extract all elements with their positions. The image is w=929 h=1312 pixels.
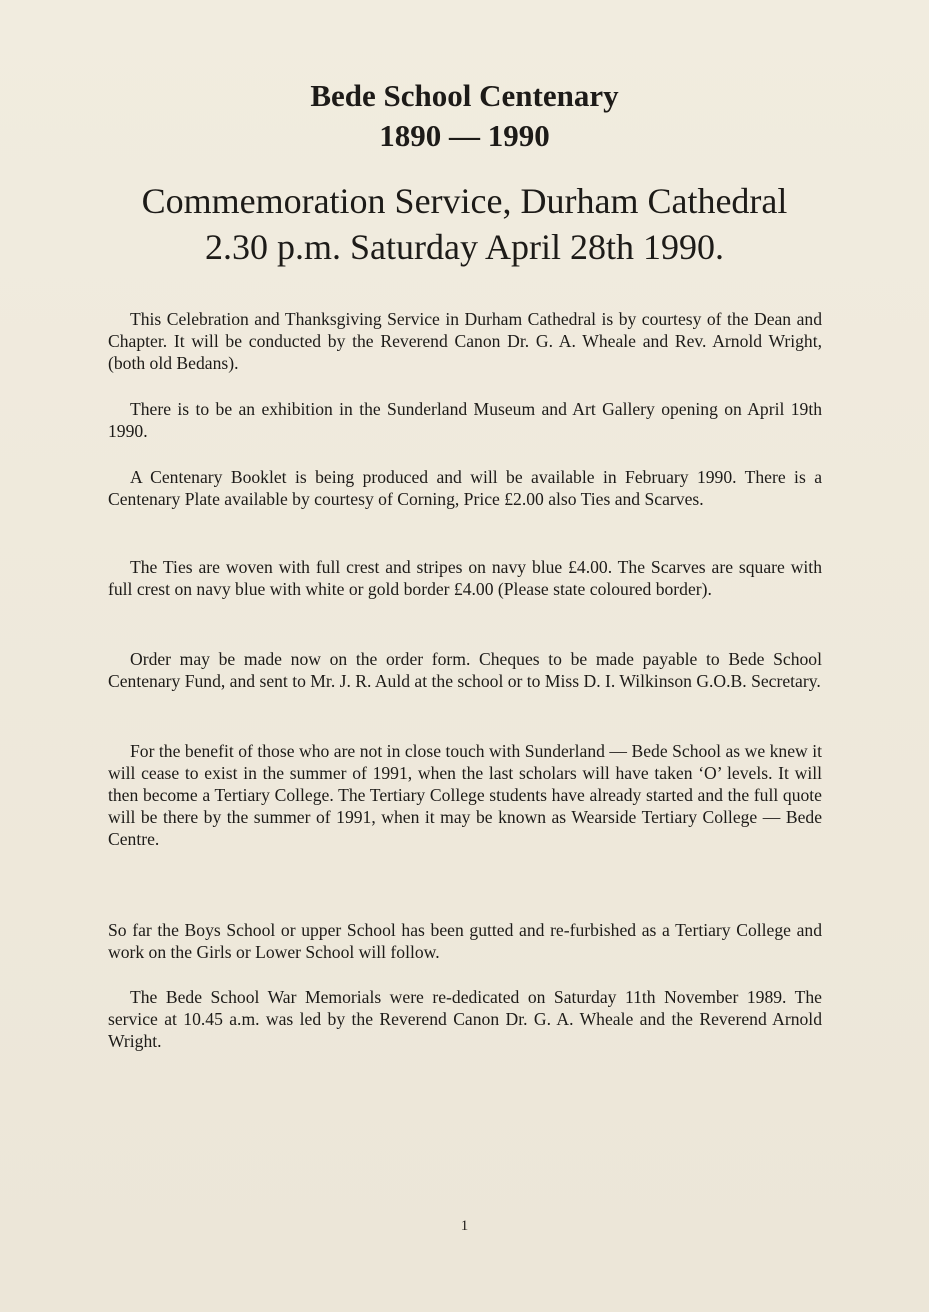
paragraph-war-memorials: The Bede School War Memorials were re-dedicated on Saturday 11th November 1989. The service at 10.45 a.m. was led by the Reverend Canon Dr. G. A. Wheale and the Reverend Arnold Wright. xyxy=(108,987,822,1051)
paragraph-school-closure: For the benefit of those who are not in close touch with Sunderland — Bede School as we knew it will cease to exist in the summer of 1991, when the last scholars will have taken ‘O’ levels. It will then become a Tertiary College. The Tertiary College students have already started and the full quote will be there by the summer of 1991, when it may be known as Wearside Tertiary College — Bede Centre. xyxy=(108,741,822,849)
page-number: 1 xyxy=(460,1218,469,1234)
paragraph-ties-scarves: The Ties are woven with full crest and stripes on navy blue £4.00. The Scarves are square with full crest on navy blue with white or gold border £4.00 (Please state coloured border). xyxy=(108,557,822,599)
paragraph-exhibition: There is to be an exhibition in the Sunderland Museum and Art Gallery opening on April 19th 1990. xyxy=(108,399,822,441)
paragraph-service-details: This Celebration and Thanksgiving Service in Durham Cathedral is by courtesy of the Dean and Chapter. It will be conducted by the Reverend Canon Dr. G. A. Wheale and Rev. Arnold Wright, (both old Bedans). xyxy=(108,309,822,373)
service-datetime: 2.30 p.m. Saturday April 28th 1990. xyxy=(205,227,724,267)
document-title: Bede School Centenary xyxy=(310,78,619,113)
paragraph-ordering: Order may be made now on the order form. Cheques to be made payable to Bede School Centenary Fund, and sent to Mr. J. R. Auld at the school or to Miss D. I. Wilkinson G.O.B. Secretary. xyxy=(108,649,822,691)
paragraph-refurbishment: So far the Boys School or upper School has been gutted and re-furbished as a Tertiary College and work on the Girls or Lower School will follow. xyxy=(108,920,822,962)
centenary-years: 1890 — 1990 xyxy=(379,118,550,153)
paragraph-booklet-plate: A Centenary Booklet is being produced and will be available in February 1990. There is a Centenary Plate available by courtesy of Corning, Price £2.00 also Ties and Scarves. xyxy=(108,467,822,509)
service-heading: Commemoration Service, Durham Cathedral xyxy=(141,181,788,221)
